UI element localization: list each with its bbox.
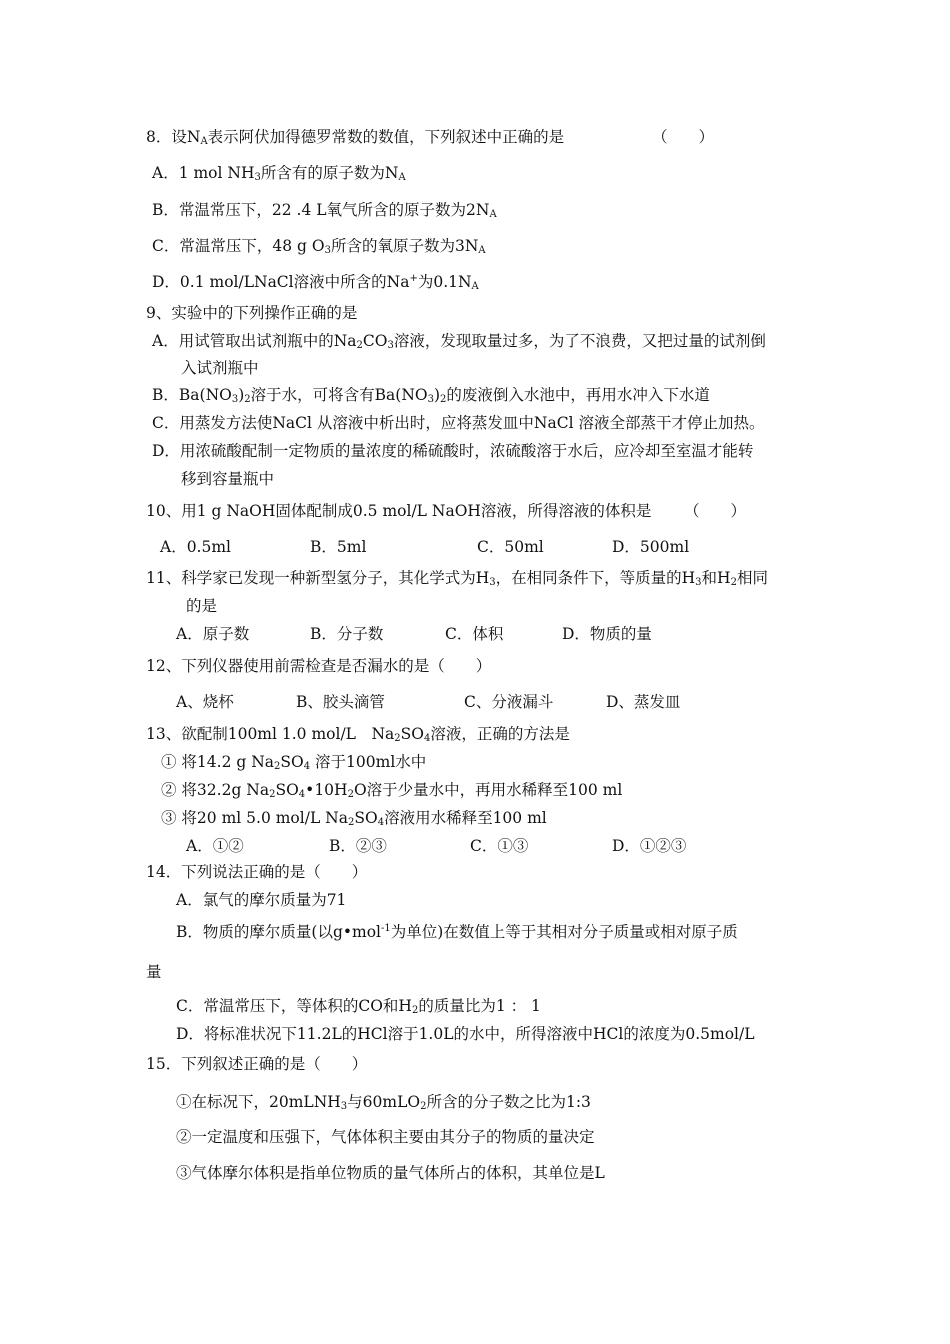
q13-i2-text4: O溶于少量水中，再用水稀释至100 ml [353,781,623,799]
q12-option-a: A、烧杯 [176,693,234,711]
q10-option-d: D．500ml [612,538,690,556]
q8-d-sub: A [471,281,479,292]
q14-b-sup: -1 [381,923,391,934]
q15-i1-sub2: 2 [420,1101,427,1112]
q9-b-sub2: 2 [244,394,251,405]
q15-i1-text2: 与60mLO [347,1093,421,1111]
q11-option-b: B．分子数 [310,625,384,643]
q8-d-text2: 为0.1N [417,273,472,291]
q8-b-sub: A [489,209,497,220]
q14-c-text: C．常温常压下，等体积的CO和H [176,997,412,1015]
q11-stem-text: 11、科学家已发现一种新型氢分子，其化学式为H [146,569,490,587]
q8-stem [146,127,564,147]
q9-option-a-line1 [152,331,766,351]
q14-stem: 14．下列说法正确的是（ ） [146,863,368,881]
q13-i2-sub3: 2 [347,789,354,800]
q12-option-b: B、胶头滴管 [296,693,385,711]
q14-option-b-line1 [176,922,738,942]
q13-stem-text3: 溶液，正确的方法是 [430,725,570,743]
q13-item-3 [161,808,547,828]
q13-i2-sub2: 4 [298,789,306,800]
q8-option-d [152,272,479,292]
q9-option-d-line2: 移到容量瓶中 [181,470,275,488]
q9-option-d-line1: D．用浓硫酸配制一定物质的量浓度的稀硫酸时，浓硫酸溶于水后，应冷却至室温才能转 [152,442,754,460]
q12-stem: 12、下列仪器使用前需检查是否漏水的是（ ） [146,657,492,675]
q8-a-text2: 所含有的原子数为N [260,164,399,182]
q14-c-text2: 的质量比为1 ： 1 [418,997,541,1015]
q9-b-text3: 溶于水，可将含有Ba(NO [250,386,428,404]
q8-a-sub1: 3 [254,172,261,183]
q15-i1-text3: 所含的分子数之比为1:3 [426,1093,591,1111]
q8-c-sub1: 3 [324,245,331,256]
q8-stem-text2: 表示阿伏加得德罗常数的数值，下列叙述中正确的是 [207,128,565,146]
q8-stem-text: 8．设N [146,128,201,146]
q13-item-1 [161,752,426,772]
q9-b-sub3: 3 [427,394,434,405]
q13-i1-text2: SO [280,753,304,771]
q14-c-sub: 2 [411,1005,419,1016]
q14-b-text: B．物质的摩尔质量(以g•mol [176,923,381,941]
q11-stem-sub2: 3 [695,577,702,588]
q13-i1-text3: 溶于100ml水中 [310,753,427,771]
q11-option-a: A．原子数 [176,625,250,643]
q8-answer-paren: （ ） [652,128,715,146]
q15-stem: 15．下列叙述正确的是（ ） [146,1055,368,1073]
q14-b-text2: 为单位)在数值上等于其相对分子质量或相对原子质 [390,923,738,941]
q13-i3-text: ③ 将20 ml 5.0 mol/L Na [161,809,348,827]
q11-stem-line2: 的是 [186,597,218,615]
q11-option-d: D．物质的量 [562,625,652,643]
q8-option-a [152,163,406,183]
q13-option-a: A．①② [186,837,244,855]
q13-stem-sub2: 4 [423,733,431,744]
q9-option-b [152,385,710,405]
q12-option-d: D、蒸发皿 [606,693,681,711]
q8-d-text: D．0.1 mol/LNaCl溶液中所含的Na [152,273,410,291]
q14-option-d: D．将标准状况下11.2L的HCl溶于1.0L的水中，所得溶液中HCl的浓度为0.5mol/L [176,1025,755,1043]
q9-b-sub4: 2 [440,394,447,405]
q9-stem: 9、实验中的下列操作正确的是 [146,304,358,322]
q11-stem-text3: 和H [701,569,731,587]
q8-b-text: B．常温常压下，22 .4 L氧气所含的原子数为2N [152,201,490,219]
q9-a-sub1: 2 [356,340,363,351]
q13-i3-text3: 溶液用水稀释至100 ml [384,809,547,827]
q8-option-b [152,200,497,220]
q13-i2-sub1: 2 [269,789,276,800]
q9-b-sub1: 3 [231,394,239,405]
q15-i1-text: ①在标况下，20mLNH [176,1093,341,1111]
q9-a-sub2: 3 [387,340,394,351]
q11-stem-sub1: 3 [489,577,496,588]
q8-option-c [152,236,486,256]
q10-option-c: C．50ml [477,538,544,556]
q13-option-d: D．①②③ [612,837,687,855]
q13-i1-text: ① 将14.2 g Na [161,753,275,771]
q13-i3-sub1: 2 [347,817,355,828]
q12-option-c: C、分液漏斗 [464,693,554,711]
q10-option-a: A．0.5ml [160,538,231,556]
q10-option-b: B．5ml [310,538,367,556]
q9-option-a-line2: 入试剂瓶中 [181,359,259,377]
q14-option-b-line2: 量 [146,963,162,981]
q13-stem [146,724,570,744]
q14-option-c [176,996,541,1016]
q10-stem: 10、用1 g NaOH固体配制成0.5 mol/L NaOH溶液，所得溶液的体积是 [146,502,652,520]
q11-option-c: C．体积 [445,625,504,643]
q10-answer-paren: （ ） [684,502,747,520]
q13-i2-text3: •10H [305,781,348,799]
q9-a-text3: 溶液，发现取量过多，为了不浪费，又把过量的试剂倒 [393,332,766,350]
q9-b-text4: ) [433,386,441,404]
q11-stem-text2: ，在相同条件下，等质量的H [495,569,696,587]
q15-item-2: ②一定温度和压强下，气体体积主要由其分子的物质的量决定 [176,1128,595,1146]
q8-a-sub2: A [398,172,406,183]
q9-b-text5: 的废液倒入水池中，再用水冲入下水道 [446,386,710,404]
q15-i1-sub1: 3 [340,1101,348,1112]
q8-c-text: C．常温常压下，48 g O [152,237,325,255]
q8-stem-sub: A [200,136,208,147]
q13-stem-text: 13、欲配制100ml 1.0 mol/L Na [146,725,395,743]
q15-item-3: ③气体摩尔体积是指单位物质的量气体所占的体积，其单位是L [176,1164,605,1182]
q9-b-text: B．Ba(NO [152,386,232,404]
q9-a-text2: CO [362,332,388,350]
q13-i2-text: ② 将32.2g Na [161,781,270,799]
q13-i1-sub1: 2 [274,761,281,772]
q11-stem-text4: 相同 [736,569,768,587]
q13-option-c: C．①③ [470,837,529,855]
q9-option-c: C．用蒸发方法使NaCl 从溶液中析出时，应将蒸发皿中NaCl 溶液全部蒸干才停止加热。 [152,414,765,432]
q15-item-1 [176,1092,591,1112]
q13-item-2 [161,780,622,800]
q13-stem-text2: SO [400,725,424,743]
q11-stem-sub3: 2 [730,577,737,588]
q9-a-text: A．用试管取出试剂瓶中的Na [152,332,357,350]
q9-b-text2: ) [238,386,245,404]
q14-option-a: A．氯气的摩尔质量为71 [176,891,347,909]
q13-stem-sub1: 2 [394,733,401,744]
q13-i3-text2: SO [354,809,378,827]
q13-i2-text2: SO [275,781,299,799]
q11-stem-line1 [146,568,768,588]
q13-option-b: B．②③ [329,837,387,855]
q13-i3-sub2: 4 [377,817,385,828]
q8-d-sup: + [409,273,418,284]
q8-a-text: A．1 mol NH [152,164,255,182]
q8-c-sub2: A [478,245,486,256]
q8-c-text2: 所含的氧原子数为3N [330,237,479,255]
q13-i1-sub2: 4 [303,761,311,772]
